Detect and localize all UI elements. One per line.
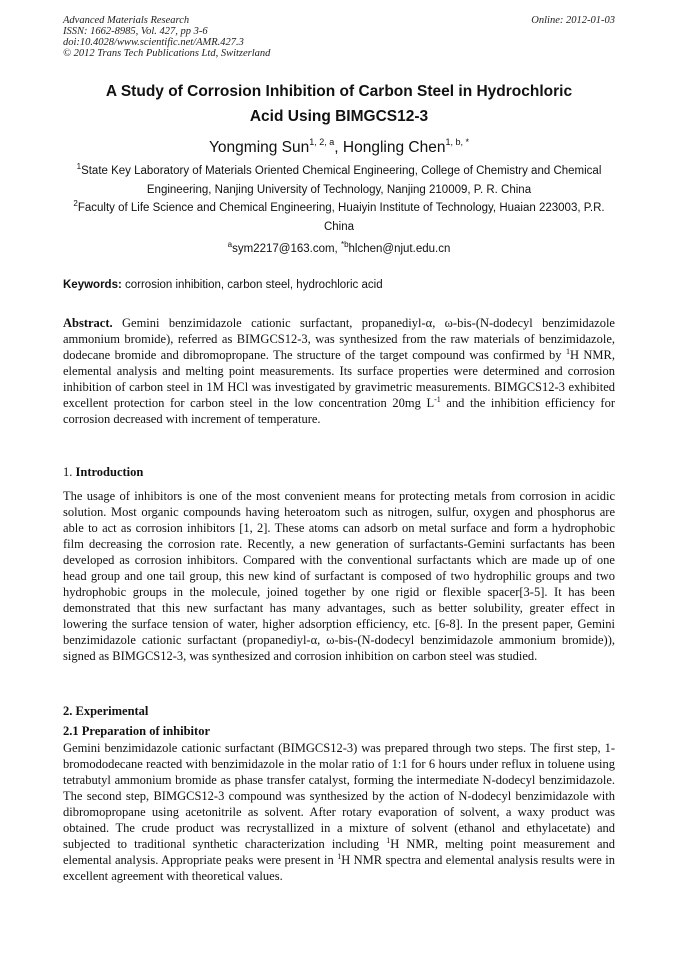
affiliation-2 <box>63 199 615 237</box>
journal-name: Advanced Materials Research <box>63 15 190 26</box>
superscript: 1 <box>565 347 570 356</box>
subsection-heading-preparation: 2.1 Preparation of inhibitor <box>63 724 210 738</box>
title-line-1: A Study of Corrosion Inhibition of Carbon Steel in Hydrochloric <box>105 83 573 100</box>
title-line-2: Acid Using BIMGCS12-3 <box>249 108 429 125</box>
keywords-text: corrosion inhibition, carbon steel, hydrochloric acid <box>121 279 383 291</box>
email-marker: a <box>227 240 233 249</box>
superscript: -1 <box>434 395 441 404</box>
affiliation-1 <box>63 162 615 200</box>
email-line <box>63 240 615 259</box>
abstract-text: and the inhibition efficiency for corrosion decreased with increment of temperature. <box>63 396 616 426</box>
online-date: Online: 2012-01-03 <box>531 15 615 26</box>
section-heading-experimental: 2. Experimental <box>63 704 149 718</box>
abstract-text: H NMR, elemental analysis and melting point measurements. Its surface properties were determined and corrosion inhibition of carbon steel in 1M HCl was investigated by gravimetric measurements. BIMGCS12-3 exhibited excellent protection for carbon steel in the low concentration 20mg L <box>63 348 615 410</box>
preparation-paragraph <box>63 740 615 884</box>
introduction-paragraph: The usage of inhibitors is one of the most convenient means for protecting metals from corrosion in acidic solution. Most organic compounds having heteroatom such as nitrogen, sulfur, oxygen and phosphorus are able to act as corrosion inhibitors [1, 2]. These atoms can adsorb on metal surface and form a hydrophobic film decreasing the corrosion rate. Recently, a new generation of surfactants-Gemini surfactants has been developed as corrosion inhibitors. Compared with the conventional surfactants which are made up of one head group and one tail group, this new kind of surfactant is composed of two hydrophilic groups and two hydrophobic groups in the molecule, joined together by one rigid or flexible spacer[3-5]. It has been demonstrated that this new surfactant has many advantages, such as better solubility, greater effect in lowering the surface tension of water, higher adsorption efficiency, etc. [6-8]. In the present paper, Gemini benzimidazole cationic surfactant (propanediyl-α, ω-bis-(N-dodecyl benzimidazole ammonium bromide)), signed as BIMGCS12-3, was synthesized and corrosion inhibition on carbon steel was studied. <box>63 489 615 663</box>
paragraph-text: H NMR spectra and elemental analysis results were in excellent agreement with theoretical values. <box>63 853 615 883</box>
abstract-label: Abstract. <box>63 316 113 330</box>
author-name: Hongling Chen <box>342 139 446 156</box>
affiliation-text: State Key Laboratory of Materials Oriented Chemical Engineering, College of Chemistry and Chemical Engineering, Nanjing University of Technology, Nanjing 210009, P. R. China <box>81 165 602 196</box>
affiliation-marker: 1 <box>76 162 82 171</box>
author-superscript: 1, b, * <box>445 137 469 147</box>
abstract-text: Gemini benzimidazole cationic surfactant, propanediyl-α, ω-bis-(N-dodecyl benzimidazole ammonium bromide), referred as BIMGCS12-3, was synthesized from the raw materials of benzimidazole, dodecane bromide and dibromopropane. The structure of the target compound was confirmed by <box>63 316 615 362</box>
doi-link[interactable]: doi:10.4028/www.scientific.net/AMR.427.3 <box>63 37 244 48</box>
affiliation-text: Faculty of Life Science and Chemical Engineering, Huaiyin Institute of Technology, Huaian 223003, P.R. China <box>77 202 605 233</box>
section-heading-introduction <box>63 464 615 480</box>
superscript: 1 <box>337 852 342 861</box>
email-address[interactable]: hlchen@njut.edu.cn <box>348 243 451 255</box>
journal-header <box>63 15 615 59</box>
issn-line: ISSN: 1662-8985, Vol. 427, pp 3-6 <box>63 26 208 37</box>
section-number: 1. <box>63 465 76 479</box>
superscript: 1 <box>386 836 391 845</box>
section-title: Introduction <box>75 465 144 479</box>
paragraph-text: H NMR, melting point measurement and elemental analysis. Appropriate peaks were present in <box>63 837 616 867</box>
keywords-label: Keywords: <box>63 279 122 291</box>
copyright-line: © 2012 Trans Tech Publications Ltd, Switzerland <box>63 48 271 59</box>
author-list <box>63 138 615 158</box>
email-marker: *b <box>340 240 349 249</box>
keywords <box>63 278 615 293</box>
author-name: Yongming Sun <box>209 139 310 156</box>
email-address[interactable]: sym2217@163.com, <box>232 243 341 255</box>
paper-title <box>63 79 615 129</box>
abstract <box>63 315 615 427</box>
author-separator: , <box>334 139 343 156</box>
author-superscript: 1, 2, a <box>309 137 335 147</box>
affiliation-marker: 2 <box>73 199 78 208</box>
paragraph-text: Gemini benzimidazole cationic surfactant (BIMGCS12-3) was prepared through two steps. The first step, 1-bromododecane reacted with benzimidazole in the molar ratio of 1:1 for 6 hours under reflux in toluene using tetrabutyl ammonium bromide as phase transfer catalyst, forming the intermediate N-dodecyl benzimidazole. The second step, BIMGCS12-3 compound was synthesized by the action of N-dodecyl benzimidazole with dibromopropane using acetonitrile as solvent. After rotary evaporation of solvent, a waxy product was obtained. The crude product was recrystallized in a mixture of solvent (ethanol and ethylacetate) and subjected to traditional synthetic characterization including <box>63 741 615 851</box>
